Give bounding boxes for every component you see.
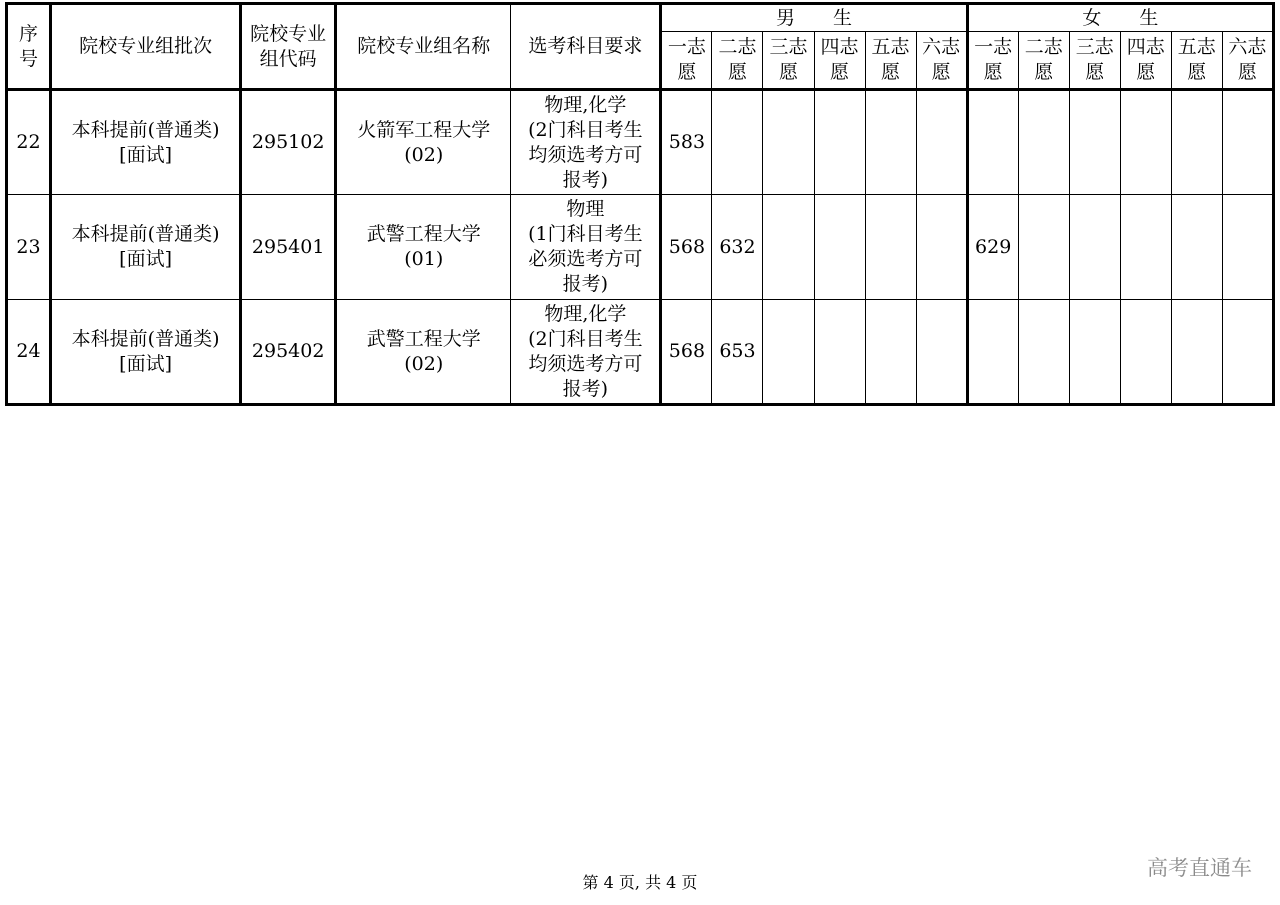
cell-female-wish-2 [1018, 90, 1069, 195]
cell-female-wish-6 [1222, 195, 1273, 300]
page-number: 第 4 页, 共 4 页 [582, 873, 698, 892]
table-row [7, 300, 1274, 405]
cell-male-wish-2: 632 [712, 195, 763, 300]
header-female-wish-3: 三志 愿 [1069, 32, 1120, 90]
header-group-code: 院校专业 组代码 [241, 4, 336, 90]
cell-female-wish-5 [1171, 90, 1222, 195]
cell-male-wish-1: 568 [661, 195, 712, 300]
cell-female-wish-6 [1222, 90, 1273, 195]
cell-female-wish-4 [1120, 195, 1171, 300]
cell-group-code: 295402 [241, 300, 336, 405]
watermark: 高考直通车 [1147, 856, 1252, 880]
cell-seq: 24 [7, 300, 51, 405]
header-female: 女 生 [967, 4, 1273, 32]
cell-female-wish-5 [1171, 195, 1222, 300]
header-male-wish-2: 二志 愿 [712, 32, 763, 90]
cell-female-wish-1 [967, 300, 1018, 405]
cell-seq: 23 [7, 195, 51, 300]
header-male-wish-6: 六志 愿 [916, 32, 967, 90]
table-row [7, 195, 1274, 300]
cell-subject-requirements: 物理 (1门科目考生 必须选考方可 报考) [511, 195, 661, 300]
header-seq: 序 号 [7, 4, 51, 90]
cell-group-code: 295401 [241, 195, 336, 300]
header-subject-requirements: 选考科目要求 [511, 4, 661, 90]
cell-male-wish-6 [916, 195, 967, 300]
cell-male-wish-5 [865, 90, 916, 195]
header-male-wish-5: 五志 愿 [865, 32, 916, 90]
cell-female-wish-2 [1018, 300, 1069, 405]
cell-female-wish-4 [1120, 300, 1171, 405]
header-female-wish-1: 一志 愿 [967, 32, 1018, 90]
cell-male-wish-4 [814, 195, 865, 300]
cell-female-wish-4 [1120, 90, 1171, 195]
header-group-name: 院校专业组名称 [336, 4, 511, 90]
cell-female-wish-1: 629 [967, 195, 1018, 300]
cell-male-wish-1: 583 [661, 90, 712, 195]
admission-score-table [5, 2, 1275, 406]
header-female-wish-5: 五志 愿 [1171, 32, 1222, 90]
header-male-wish-4: 四志 愿 [814, 32, 865, 90]
cell-male-wish-4 [814, 300, 865, 405]
header-female-wish-2: 二志 愿 [1018, 32, 1069, 90]
cell-female-wish-3 [1069, 300, 1120, 405]
cell-batch: 本科提前(普通类) [面试] [51, 195, 241, 300]
cell-male-wish-6 [916, 90, 967, 195]
cell-male-wish-5 [865, 195, 916, 300]
cell-female-wish-1 [967, 90, 1018, 195]
cell-male-wish-3 [763, 90, 814, 195]
cell-female-wish-5 [1171, 300, 1222, 405]
header-male-wish-3: 三志 愿 [763, 32, 814, 90]
header-batch: 院校专业组批次 [51, 4, 241, 90]
cell-group-name: 火箭军工程大学 (02) [336, 90, 511, 195]
cell-batch: 本科提前(普通类) [面试] [51, 90, 241, 195]
cell-female-wish-3 [1069, 195, 1120, 300]
header-male: 男 生 [661, 4, 967, 32]
header-female-wish-4: 四志 愿 [1120, 32, 1171, 90]
cell-subject-requirements: 物理,化学 (2门科目考生 均须选考方可 报考) [511, 90, 661, 195]
cell-female-wish-2 [1018, 195, 1069, 300]
cell-male-wish-6 [916, 300, 967, 405]
cell-subject-requirements: 物理,化学 (2门科目考生 均须选考方可 报考) [511, 300, 661, 405]
cell-male-wish-3 [763, 300, 814, 405]
header-female-wish-6: 六志 愿 [1222, 32, 1273, 90]
table-row [7, 90, 1274, 195]
cell-group-code: 295102 [241, 90, 336, 195]
cell-seq: 22 [7, 90, 51, 195]
cell-male-wish-4 [814, 90, 865, 195]
cell-batch: 本科提前(普通类) [面试] [51, 300, 241, 405]
cell-group-name: 武警工程大学 (01) [336, 195, 511, 300]
header-male-wish-1: 一志 愿 [661, 32, 712, 90]
cell-male-wish-3 [763, 195, 814, 300]
cell-male-wish-2 [712, 90, 763, 195]
cell-group-name: 武警工程大学 (02) [336, 300, 511, 405]
cell-female-wish-6 [1222, 300, 1273, 405]
cell-male-wish-1: 568 [661, 300, 712, 405]
cell-female-wish-3 [1069, 90, 1120, 195]
cell-male-wish-2: 653 [712, 300, 763, 405]
cell-male-wish-5 [865, 300, 916, 405]
